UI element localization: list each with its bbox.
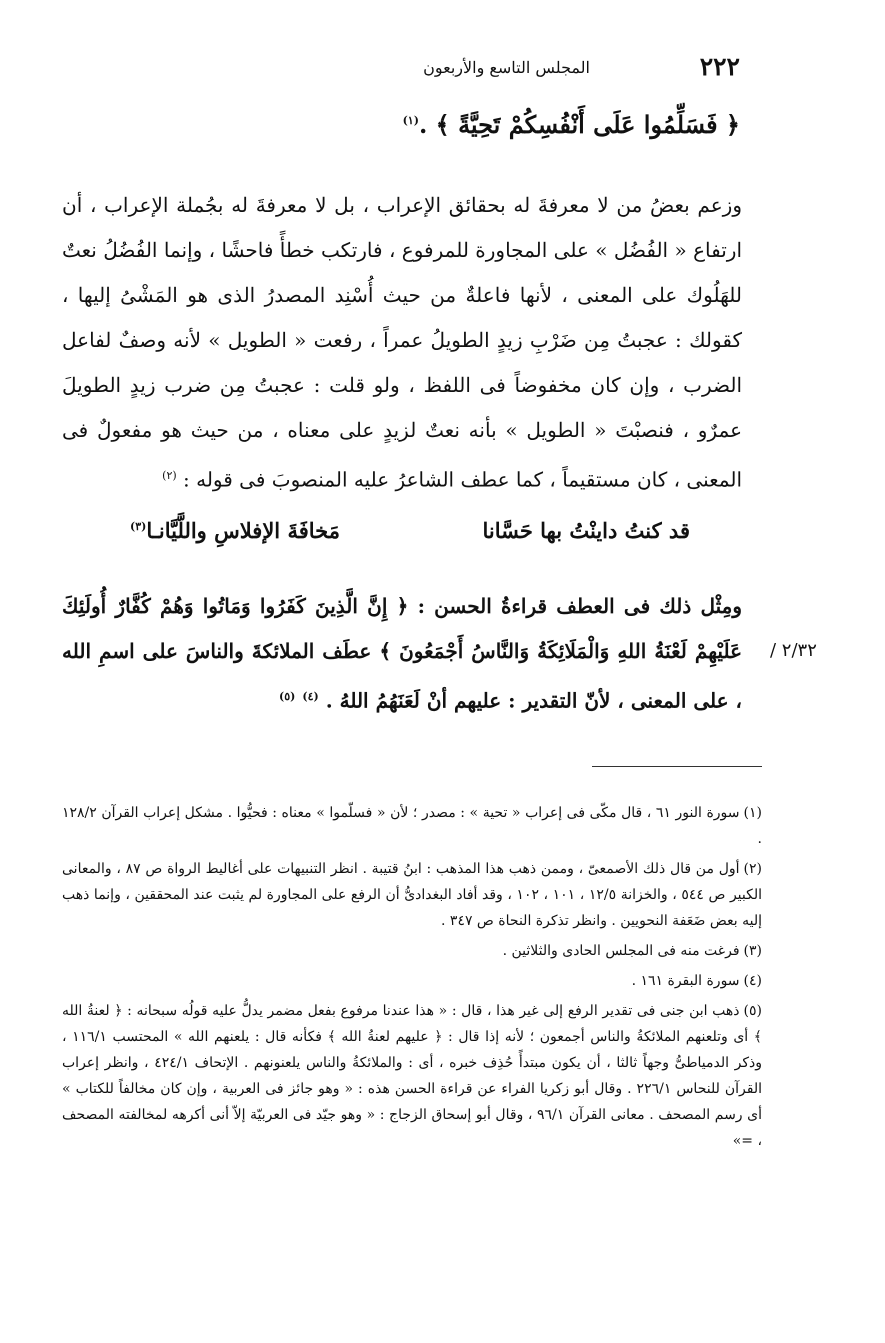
footnote-number: (١): [743, 805, 762, 821]
footnote-text: أول من قال ذلك الأصمعىّ ، وممن ذهب هذا المذهب : ابنُ قتيبة . انظر التنبيهات على أغاليط الرواة ص ٨٧ ، والمعانى الكبير ص ٥٤٤ ، والخزانة ١٢/٥ ، ١٠١ ، ١٠٢ ، وقد أفاد البغدادىُّ أن الرفع على المجاورة لم يثبت عند المحققين ، وإنما ذهب إليه بعض ضَعَفة النحويين . وانظر تذكرة النحاة ص ٣٤٧ .: [62, 861, 763, 929]
footnote-5: [62, 998, 762, 1154]
body-paragraph-2: [62, 584, 742, 724]
footnote-2: [62, 856, 762, 934]
footnote-3: [62, 938, 762, 964]
footnote-marker: (١): [402, 114, 419, 127]
footnote-number: (٤): [743, 973, 762, 989]
footnote-text: فرغت منه فى المجلس الحادى والثلاثين .: [502, 943, 740, 959]
footnote-number: (٥): [743, 1003, 762, 1019]
footnote-marker: (٤): [302, 690, 319, 703]
footnote-marker: (٣): [130, 520, 147, 533]
footnote-text: ذهب ابن جنى فى تقدير الرفع إلى غير هذا ، قال : « هذا عندنا مرفوع بفعل مضمر يدلُّ عليه قولُه سبحانه : ﴿ لعنةُ الله ﴾ أى وتلعنهم الملائكةُ والناس أجمعون ؛ لأنه إذا قال : ﴿ عليهم لعنةُ الله ﴾ فكأنه قال : يلعنهم الله » المحتسب ١١٦/١ ، وذكر الدمياطىُّ وجهاً ثالثا ، أن يكون مبتدأً حُذِف خبره ، أى : والملائكةُ والناس يلعنونهم . الإتحاف ٤٢٤/١ ، وانظر إعراب القرآن للنحاس ٢٢٦/١ . وقال أبو زكريا الفراء عن قراءة الحسن هذه : « وهو جائز فى العربية ، وإن كان مخالفاً للكتاب » أى رسم المصحف . معانى القرآن ٩٦/١ ، وقال أبو إسحاق الزجاج : « وهو جيّد فى العربيّة إلاّ أنى أكرهه لمخالفته المصحف ، =»: [62, 1003, 763, 1149]
footnote-text: سورة البقرة ١٦١ .: [631, 973, 740, 989]
verse-text: ﴿ فَسَلِّمُوا عَلَى أَنْفُسِكُمْ تَحِيَّةً ﴾ .: [418, 110, 740, 139]
quranic-verse: [360, 110, 740, 139]
footnote-number: (٣): [743, 943, 762, 959]
poem-line: [130, 518, 690, 558]
running-title: المجلس التاسع والأربعون: [423, 58, 590, 77]
footnote-marker: (٢): [162, 469, 177, 482]
paragraph-text: وزعم بعضُ من لا معرفةَ له بحقائق الإعراب ، بل لا معرفةَ له بجُملة الإعراب ، أن ارتفاع « الفُضُل » على المجاورة للمرفوع ، فارتكب خطأً فاحشًا ، وإنما الفُضُلُ نعتٌ للهَلُوك على المعنى ، لأنها فاعلةٌ من حيث أُسْنِد المصدرُ الذى هو المَشْىُ إليها ، كقولك : عجبتُ مِن ضَرْبِ زيدٍ الطويلُ عمراً ، رفعت « الطويل » لأنه وصفٌ لفاعل الضرب ، وإن كان مخفوضاً فى اللفظ ، ولو قلت : عجبتُ مِن ضرب زيدٍ الطويلَ عمرٌو ، فنصبْتَ « الطويل » بأنه نعتٌ لزيدٍ على معناه ، من حيث هو مفعولٌ فى المعنى ، كان مستقيماً ، كما عطف الشاعرُ عليه المنصوبَ فى قوله :: [62, 193, 742, 492]
poem-hemistich-2-text: مَخافَةَ الإفلاسِ واللَّيَّانـا: [146, 518, 340, 543]
body-paragraph-1: [62, 183, 742, 503]
margin-reference: ٢/٣٢ /: [770, 640, 817, 661]
footnote-4: [62, 968, 762, 994]
poem-hemistich-2: [130, 518, 340, 543]
footnote-number: (٢): [743, 861, 762, 877]
footnote-divider: [592, 766, 762, 767]
footnote-1: [62, 800, 762, 852]
footnote-text: سورة النور ٦١ ، قال مكّى فى إعراب « تحية » : مصدر ؛ لأن « فسلّموا » معناه : فحيُّوا . مشكل إعراب القرآن ١٢٨/٢ .: [62, 805, 762, 847]
page-header: [330, 52, 740, 92]
page-number: ٢٢٢: [699, 52, 740, 81]
footnote-marker: (٥): [279, 690, 296, 703]
poem-hemistich-1: قد كنتُ داينْتُ بها حَسَّانا: [482, 518, 690, 543]
footnotes: [62, 800, 762, 1158]
paragraph-text: ومِثْل ذلك فى العطف قراءةُ الحسن : ﴿ إِنَّ الَّذِينَ كَفَرُوا وَمَاتُوا وَهُمْ كُفَّارٌ أُولَئِكَ عَلَيْهِمْ لَعْنَةُ اللهِ وَالْمَلَائِكَةُ وَالنَّاسُ أَجْمَعُونَ ﴾ عطَف الملائكةَ والناسَ على اسمِ الله ، على المعنى ، لأنّ التقدير : عليهم أنْ لَعَنَهُمُ اللهُ .: [62, 594, 742, 713]
